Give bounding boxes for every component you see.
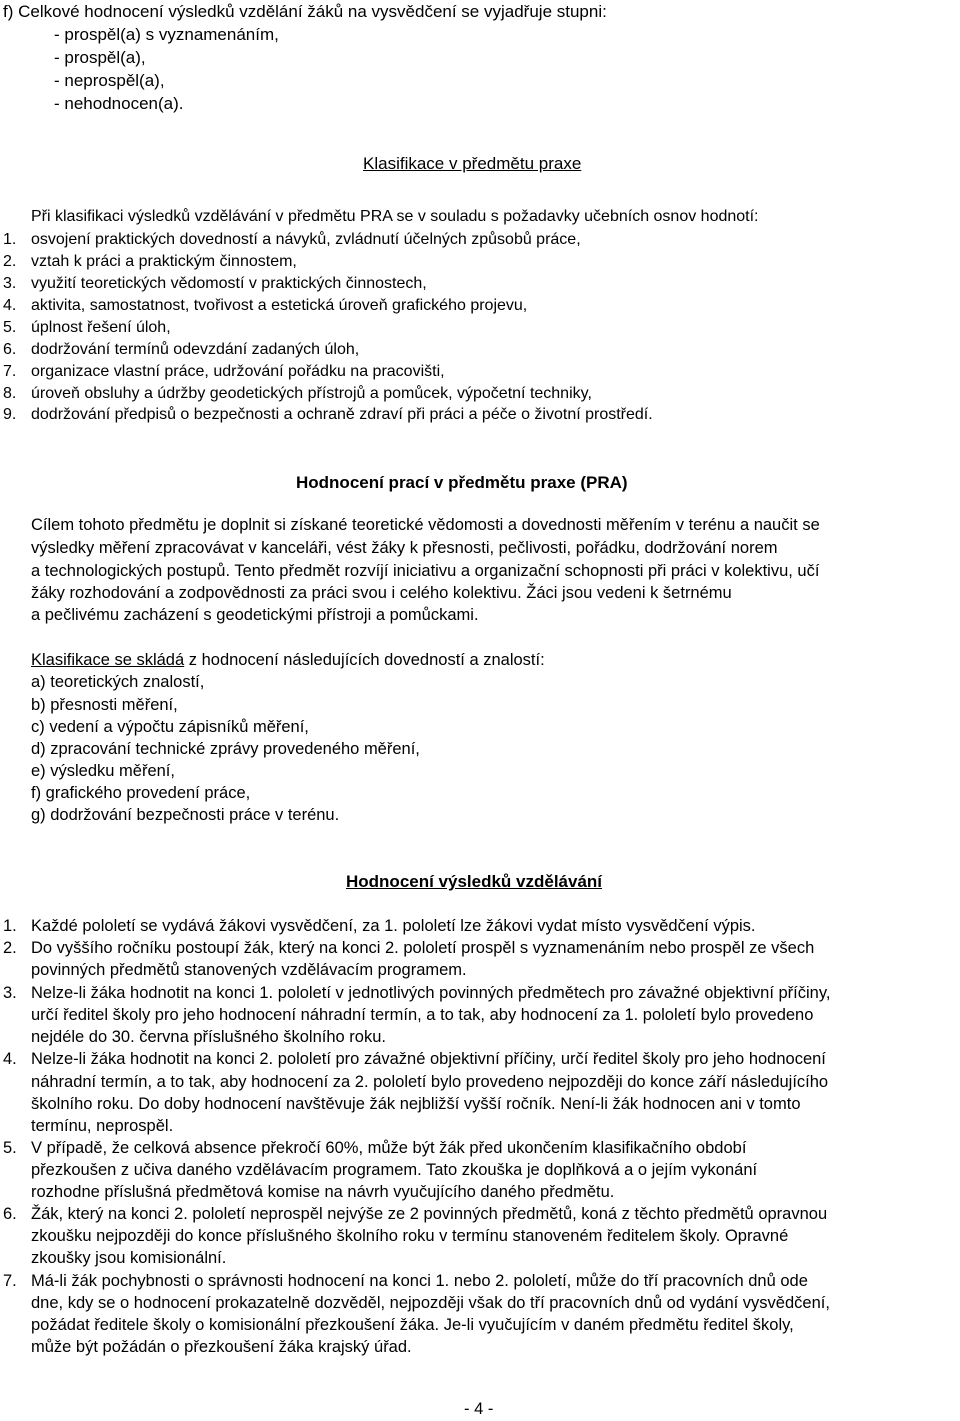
item-number: 5. bbox=[3, 1139, 17, 1157]
item-number: 4. bbox=[3, 297, 17, 314]
item-line: Žák, který na konci 2. pololetí neprospěl nejvýše ze 2 povinných předmětů, koná z těchto předmětů opravnou bbox=[31, 1205, 828, 1223]
list-item: f) grafického provedení práce, bbox=[31, 784, 251, 802]
item-number: 2. bbox=[3, 253, 17, 270]
item-text: vztah k práci a praktickým činnostem, bbox=[31, 253, 297, 270]
item-number: 6. bbox=[3, 341, 17, 358]
item-number: 8. bbox=[3, 385, 17, 402]
grade-item: - neprospěl(a), bbox=[54, 71, 165, 90]
item-line: určí ředitel školy pro jeho hodnocení náhradní termín, a to tak, aby hodnocení za 1. pololetí bylo provedeno bbox=[31, 1006, 814, 1024]
section-heading: Hodnocení prací v předmětu praxe (PRA) bbox=[296, 473, 628, 492]
item-line: Nelze-li žáka hodnotit na konci 1. pololetí v jednotlivých povinných předmětech pro závažné objektivní příčiny, bbox=[31, 984, 831, 1002]
item-text: využití teoretických vědomostí v praktických činnostech, bbox=[31, 275, 427, 292]
item-number: 7. bbox=[3, 1272, 17, 1290]
item-line: dne, kdy se o hodnocení prokazatelně dozvěděl, nejpozději však do tří pracovních dnů od vydání vysvědčení, bbox=[31, 1294, 830, 1312]
item-line: V případě, že celková absence překročí 60%, může být žák před ukončením klasifikačního období bbox=[31, 1139, 747, 1157]
item-number: 2. bbox=[3, 939, 17, 957]
list-item: a) teoretických znalostí, bbox=[31, 673, 205, 691]
item-line: Každé pololetí se vydává žákovi vysvědčení, za 1. pololetí lze žákovi vydat místo vysvědčení výpis. bbox=[31, 917, 756, 935]
paragraph-line: Cílem tohoto předmětu je doplnit si získané teoretické vědomosti a dovednosti měřením v terénu a naučit se bbox=[31, 516, 820, 534]
item-text: aktivita, samostatnost, tvořivost a estetická úroveň grafického projevu, bbox=[31, 297, 528, 314]
list-item: d) zpracování technické zprávy provedeného měření, bbox=[31, 740, 420, 758]
list-item: g) dodržování bezpečnosti práce v terénu. bbox=[31, 806, 340, 824]
section-heading: Klasifikace v předmětu praxe bbox=[363, 154, 582, 173]
item-line: Do vyššího ročníku postoupí žák, který na konci 2. pololetí prospěl s vyznamenáním nebo prospěl ze všech bbox=[31, 939, 815, 957]
paragraph-line: žáky rozhodování a zodpovědnosti za práci svou i celého kolektivu. Žáci jsou vedeni k šetrnému bbox=[31, 584, 732, 602]
klasifikace-rest: z hodnocení následujících dovedností a znalostí: bbox=[184, 651, 545, 669]
item-line: termínu, neprospěl. bbox=[31, 1117, 174, 1135]
section-f-intro: f) Celkové hodnocení výsledků vzdělání žáků na vysvědčení se vyjadřuje stupni: bbox=[3, 2, 607, 21]
list-item: c) vedení a výpočtu zápisníků měření, bbox=[31, 718, 309, 736]
item-number: 4. bbox=[3, 1050, 17, 1068]
grade-item: - prospěl(a) s vyznamenáním, bbox=[54, 25, 279, 44]
item-line: zkoušky jsou komisionální. bbox=[31, 1249, 227, 1267]
item-text: dodržování předpisů o bezpečnosti a ochraně zdraví při práci a péče o životní prostředí. bbox=[31, 406, 653, 423]
item-text: úroveň obsluhy a údržby geodetických přístrojů a pomůcek, výpočetní techniky, bbox=[31, 385, 592, 402]
item-text: úplnost řešení úloh, bbox=[31, 319, 171, 336]
item-number: 9. bbox=[3, 406, 17, 423]
item-number: 3. bbox=[3, 275, 17, 292]
section-intro: Při klasifikaci výsledků vzdělávání v předmětu PRA se v souladu s požadavky učebních osnov hodnotí: bbox=[31, 208, 759, 225]
item-line: náhradní termín, a to tak, aby hodnocení za 2. pololetí bylo provedeno nejpozději do konce září následujícího bbox=[31, 1073, 829, 1091]
section-heading: Hodnocení výsledků vzdělávání bbox=[346, 872, 603, 891]
item-number: 1. bbox=[3, 917, 17, 935]
grade-item: - nehodnocen(a). bbox=[54, 94, 184, 113]
item-text: organizace vlastní práce, udržování pořádku na pracovišti, bbox=[31, 363, 445, 380]
item-line: rozhodne příslušná předmětová komise na návrh vyučujícího daného předmětu. bbox=[31, 1183, 615, 1201]
klasifikace-label: Klasifikace se skládá bbox=[31, 651, 185, 669]
item-line: Nelze-li žáka hodnotit na konci 2. pololetí pro závažné objektivní příčiny, určí ředitel školy pro jeho hodnocení bbox=[31, 1050, 826, 1068]
item-line: školního roku. Do doby hodnocení navštěvuje žák nejbližší vyšší ročník. Není-li žák hodnocen ani v tomto bbox=[31, 1095, 801, 1113]
item-line: povinných předmětů stanovených vzdělávacím programem. bbox=[31, 961, 467, 979]
item-number: 6. bbox=[3, 1205, 17, 1223]
page-number: - 4 - bbox=[464, 1400, 494, 1418]
item-line: nejdéle do 30. června příslušného školního roku. bbox=[31, 1028, 386, 1046]
item-line: požádat ředitele školy o komisionální přezkoušení žáka. Je-li vyučujícím v daném předmětu ředitel školy, bbox=[31, 1316, 794, 1334]
item-number: 5. bbox=[3, 319, 17, 336]
paragraph-line: a pečlivému zacházení s geodetickými přístroji a pomůckami. bbox=[31, 606, 479, 624]
item-number: 7. bbox=[3, 363, 17, 380]
item-text: dodržování termínů odevzdání zadaných úloh, bbox=[31, 341, 360, 358]
item-number: 3. bbox=[3, 984, 17, 1002]
item-line: zkoušku nejpozději do konce příslušného školního roku v termínu stanoveném ředitelem školy. Opravné bbox=[31, 1227, 789, 1245]
list-item: b) přesnosti měření, bbox=[31, 696, 178, 714]
list-item: e) výsledku měření, bbox=[31, 762, 175, 780]
item-number: 1. bbox=[3, 231, 17, 248]
item-text: osvojení praktických dovedností a návyků, zvládnutí účelných způsobů práce, bbox=[31, 231, 581, 248]
paragraph-line: výsledky měření zpracovávat v kanceláři, vést žáky k přesnosti, pečlivosti, pořádku, dodržování norem bbox=[31, 539, 778, 557]
item-line: může být požádán o přezkoušení žáka krajský úřad. bbox=[31, 1338, 412, 1356]
item-line: Má-li žák pochybnosti o správnosti hodnocení na konci 1. nebo 2. pololetí, může do tří pracovních dnů ode bbox=[31, 1272, 808, 1290]
klasifikace-line bbox=[31, 651, 545, 670]
item-line: přezkoušen z učiva daného vzdělávacím programem. Tato zkouška je doplňková a o jejím vykonání bbox=[31, 1161, 758, 1179]
grade-item: - prospěl(a), bbox=[54, 48, 146, 67]
paragraph-line: a technologických postupů. Tento předmět rozvíjí iniciativu a organizační schopnosti při práci v kolektivu, učí bbox=[31, 562, 820, 580]
